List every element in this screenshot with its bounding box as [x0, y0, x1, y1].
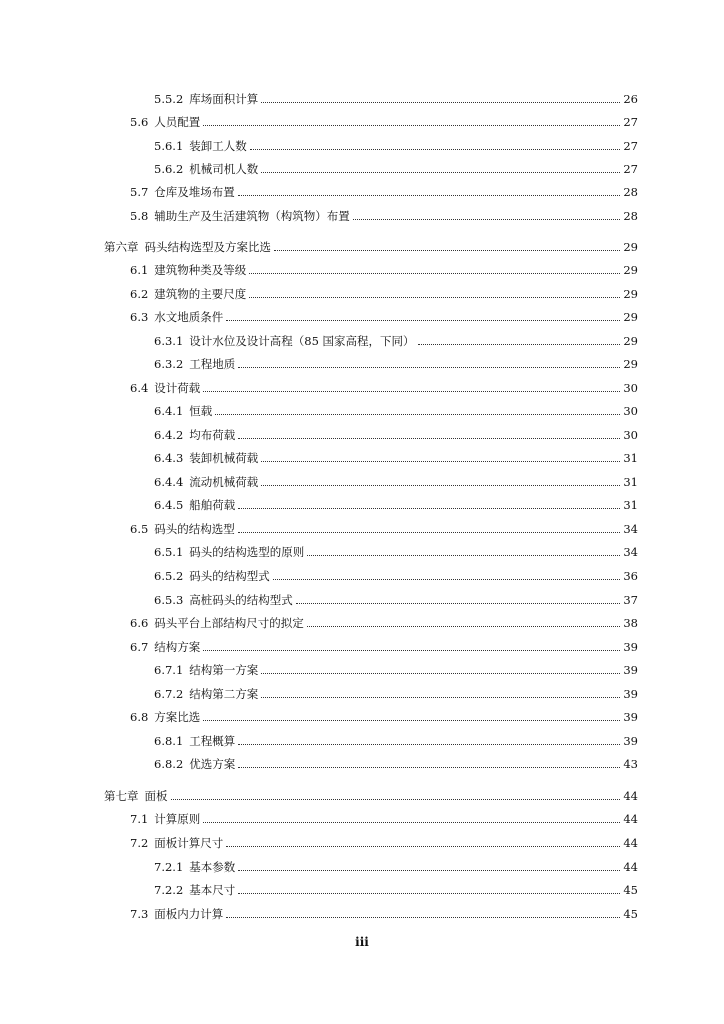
toc-number: 6.7	[130, 640, 149, 654]
dot-leader	[238, 870, 620, 871]
dot-leader	[418, 344, 621, 345]
toc-page: 30	[623, 381, 638, 395]
toc-page: 30	[623, 428, 638, 442]
dot-leader	[238, 438, 620, 439]
toc-page: 38	[623, 616, 638, 630]
toc-number: 6.3	[130, 310, 149, 324]
toc-number: 7.1	[130, 812, 149, 826]
toc-number: 7.2.1	[154, 860, 184, 874]
toc-number: 5.5.2	[154, 92, 184, 106]
dot-leader	[215, 414, 620, 415]
page-number: iii	[355, 935, 369, 949]
toc-page: 29	[623, 357, 638, 371]
toc-entry[interactable]	[130, 111, 638, 129]
toc-entry[interactable]	[130, 205, 638, 223]
toc-entry[interactable]	[154, 565, 638, 583]
toc-entry[interactable]	[154, 447, 638, 465]
toc-page: 31	[623, 451, 638, 465]
toc-number: 6.3.2	[154, 357, 184, 371]
dot-leader	[238, 893, 620, 894]
dot-leader	[203, 720, 620, 721]
toc-title: 面板计算尺寸	[154, 836, 224, 850]
toc-entry[interactable]	[154, 879, 638, 897]
toc-number: 5.8	[130, 209, 149, 223]
toc-number: 5.6.1	[154, 139, 184, 153]
toc-page: 39	[623, 663, 638, 677]
toc-page: 39	[623, 710, 638, 724]
toc-number: 6.7.1	[154, 663, 184, 677]
toc-entry[interactable]	[154, 400, 638, 418]
toc-title: 工程概算	[189, 734, 236, 748]
toc-number: 6.1	[130, 263, 149, 277]
toc-number: 6.6	[130, 616, 149, 630]
dot-leader	[250, 149, 621, 150]
toc-title: 工程地质	[189, 357, 236, 371]
toc-entry[interactable]	[130, 283, 638, 301]
toc-entry[interactable]	[154, 856, 638, 874]
toc-page: 27	[623, 139, 638, 153]
dot-leader	[238, 744, 620, 745]
toc-page: 29	[623, 310, 638, 324]
toc-page: 39	[623, 687, 638, 701]
toc-page: 39	[623, 640, 638, 654]
toc-number: 6.4.2	[154, 428, 184, 442]
toc-page: 29	[623, 334, 638, 348]
toc-title: 面板内力计算	[154, 907, 224, 921]
toc-entry[interactable]	[130, 518, 638, 536]
toc-page: 29	[623, 263, 638, 277]
toc-entry[interactable]	[130, 377, 638, 395]
toc-title: 人员配置	[154, 115, 201, 129]
toc-entry[interactable]	[130, 832, 638, 850]
toc-number: 6.8	[130, 710, 149, 724]
dot-leader	[261, 172, 620, 173]
toc-number: 6.3.1	[154, 334, 184, 348]
toc-page: 27	[623, 162, 638, 176]
dot-leader	[249, 273, 620, 274]
toc-entry[interactable]	[154, 158, 638, 176]
toc-entry[interactable]	[154, 424, 638, 442]
toc-title: 建筑物的主要尺度	[154, 287, 247, 301]
dot-leader	[203, 391, 620, 392]
toc-title: 恒载	[189, 404, 213, 418]
toc-title: 均布荷载	[189, 428, 236, 442]
toc-page: 44	[623, 812, 638, 826]
toc-entry[interactable]	[104, 236, 638, 254]
toc-title: 机械司机人数	[189, 162, 259, 176]
toc-number: 6.4.5	[154, 498, 184, 512]
dot-leader	[226, 917, 620, 918]
toc-page: 34	[623, 545, 638, 559]
dot-leader	[238, 532, 621, 533]
toc-page: 44	[623, 836, 638, 850]
toc-entry[interactable]	[154, 541, 638, 559]
dot-leader	[238, 767, 620, 768]
toc-entry[interactable]	[130, 808, 638, 826]
toc-title: 基本尺寸	[189, 883, 236, 897]
toc-title: 码头平台上部结构尺寸的拟定	[154, 616, 304, 630]
toc-number: 6.8.1	[154, 734, 184, 748]
dot-leader	[307, 626, 621, 627]
dot-leader	[273, 579, 621, 580]
dot-leader	[274, 250, 620, 251]
toc-number: 6.2	[130, 287, 149, 301]
toc-title: 建筑物种类及等级	[154, 263, 247, 277]
toc-page: 30	[623, 404, 638, 418]
toc-title: 计算原则	[154, 812, 201, 826]
toc-entry[interactable]	[154, 330, 638, 348]
toc-entry[interactable]	[130, 306, 638, 324]
dot-leader	[238, 367, 620, 368]
dot-leader	[238, 508, 620, 509]
toc-number: 6.5.2	[154, 569, 184, 583]
dot-leader	[203, 125, 620, 126]
toc-page: 28	[623, 209, 638, 223]
toc-entry[interactable]	[154, 88, 638, 106]
toc-title: 码头的结构选型	[154, 522, 235, 536]
toc-entry[interactable]	[104, 785, 638, 803]
toc-entry[interactable]	[130, 181, 638, 199]
toc-entry[interactable]	[154, 494, 638, 512]
toc-page: 36	[623, 569, 638, 583]
toc-title: 船舶荷载	[189, 498, 236, 512]
toc-title: 优选方案	[189, 757, 236, 771]
toc-number: 6.5	[130, 522, 149, 536]
toc-entry[interactable]	[154, 659, 638, 677]
dot-leader	[261, 673, 620, 674]
toc-page: 28	[623, 185, 638, 199]
toc-number: 6.7.2	[154, 687, 184, 701]
toc-number: 第六章	[104, 240, 139, 254]
dot-leader	[261, 102, 620, 103]
toc-page: 44	[623, 789, 638, 803]
dot-leader	[296, 603, 621, 604]
dot-leader	[203, 822, 620, 823]
toc-title: 设计水位及设计高程（85 国家高程，下同）	[189, 334, 415, 348]
toc-title: 码头结构选型及方案比选	[144, 240, 271, 254]
toc-title: 码头的结构型式	[189, 569, 270, 583]
toc-entry[interactable]	[130, 259, 638, 277]
toc-entry[interactable]	[154, 753, 638, 771]
toc-number: 5.6	[130, 115, 149, 129]
dot-leader	[226, 320, 620, 321]
toc-page: 27	[623, 115, 638, 129]
toc-page: 43	[623, 757, 638, 771]
toc-number: 5.7	[130, 185, 149, 199]
toc-title: 装卸工人数	[189, 139, 247, 153]
toc-title: 面板	[144, 789, 168, 803]
toc-title: 结构第二方案	[189, 687, 259, 701]
toc-entry[interactable]	[130, 706, 638, 724]
dot-leader	[261, 485, 620, 486]
toc-number: 6.8.2	[154, 757, 184, 771]
toc-number: 6.4.3	[154, 451, 184, 465]
toc-entry[interactable]	[154, 353, 638, 371]
toc-entry[interactable]	[154, 471, 638, 489]
toc-page: 29	[623, 240, 638, 254]
toc-page: 39	[623, 734, 638, 748]
toc-title: 结构第一方案	[189, 663, 259, 677]
toc-title: 辅助生产及生活建筑物（构筑物）布置	[154, 209, 350, 223]
dot-leader	[238, 195, 621, 196]
toc-title: 水文地质条件	[154, 310, 224, 324]
toc-number: 6.4.4	[154, 475, 184, 489]
toc-title: 方案比选	[154, 710, 201, 724]
toc-page: 45	[623, 883, 638, 897]
toc-number: 6.5.3	[154, 593, 184, 607]
toc-number: 6.5.1	[154, 545, 184, 559]
toc-number: 第七章	[104, 789, 139, 803]
toc-title: 设计荷载	[154, 381, 201, 395]
toc-number: 6.4.1	[154, 404, 184, 418]
toc-title: 码头的结构选型的原则	[189, 545, 305, 559]
toc-entry[interactable]	[154, 683, 638, 701]
toc-page: 31	[623, 498, 638, 512]
toc-entry[interactable]	[130, 903, 638, 921]
toc-entry[interactable]	[154, 135, 638, 153]
toc-title: 流动机械荷载	[189, 475, 259, 489]
toc-number: 7.2	[130, 836, 149, 850]
toc-number: 5.6.2	[154, 162, 184, 176]
toc-number: 6.4	[130, 381, 149, 395]
dot-leader	[261, 461, 620, 462]
toc-page: 34	[623, 522, 638, 536]
toc-page: 29	[623, 287, 638, 301]
toc-title: 结构方案	[154, 640, 201, 654]
dot-leader	[353, 219, 621, 220]
toc-number: 7.3	[130, 907, 149, 921]
toc-entry[interactable]	[154, 730, 638, 748]
toc-page: 44	[623, 860, 638, 874]
toc-number: 7.2.2	[154, 883, 184, 897]
toc-title: 仓库及堆场布置	[154, 185, 235, 199]
toc-page: 31	[623, 475, 638, 489]
toc-page: 45	[623, 907, 638, 921]
dot-leader	[203, 650, 620, 651]
dot-leader	[249, 297, 620, 298]
toc-page: 37	[623, 593, 638, 607]
toc-title: 基本参数	[189, 860, 236, 874]
dot-leader	[261, 697, 620, 698]
toc-entry[interactable]	[130, 612, 638, 630]
toc-entry[interactable]	[154, 589, 638, 607]
dot-leader	[307, 555, 620, 556]
toc-title: 库场面积计算	[189, 92, 259, 106]
toc-page: 26	[623, 92, 638, 106]
dot-leader	[226, 846, 620, 847]
toc-title: 高桩码头的结构型式	[189, 593, 293, 607]
toc-title: 装卸机械荷载	[189, 451, 259, 465]
toc-entry[interactable]	[130, 636, 638, 654]
dot-leader	[171, 799, 621, 800]
